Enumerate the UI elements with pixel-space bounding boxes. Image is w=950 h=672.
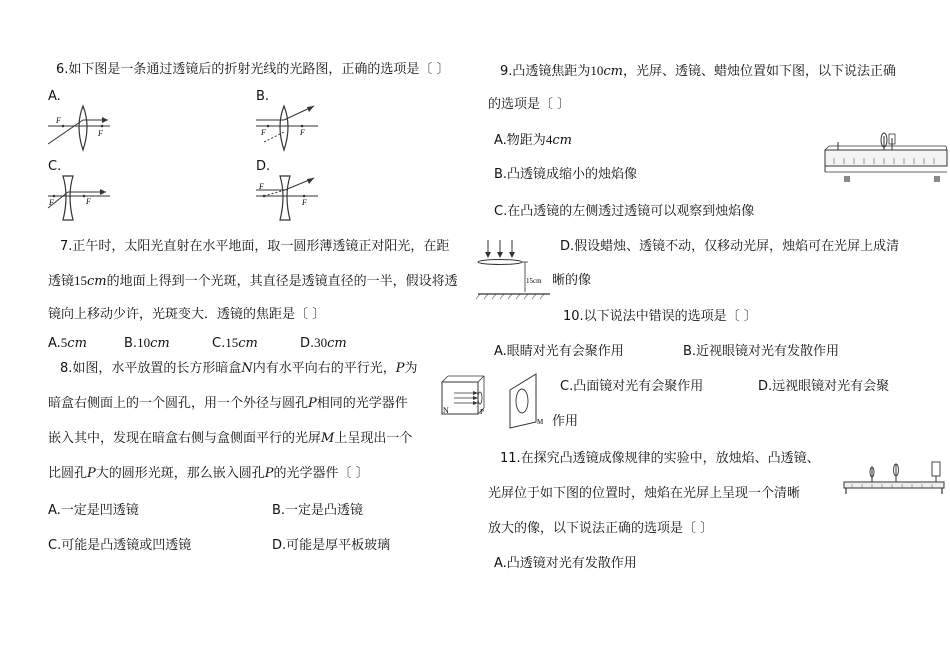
- q9-option-a: [494, 131, 572, 150]
- q7-line-2-unit: cm: [87, 274, 107, 289]
- q11-option-a: A.凸透镜对光有发散作用: [494, 556, 637, 571]
- q10-option-d-line-2: 作用: [552, 414, 579, 429]
- q9-option-a-pre: A.物距为: [494, 133, 546, 148]
- q7-line-2-num: 15: [74, 273, 88, 288]
- q7-line-2-pre: 透镜: [48, 274, 75, 289]
- q7-option-d: [300, 334, 347, 353]
- q7-line-3: 镜向上移动少许，光斑变大．透镜的焦距是〔 〕: [48, 307, 326, 322]
- q6-option-a-label: A.: [48, 89, 61, 104]
- q7-option-a: [48, 334, 87, 353]
- q9-option-d-line-2: 晰的像: [552, 273, 592, 288]
- q9-option-a-num: 4: [545, 132, 553, 147]
- q9-option-a-unit: cm: [552, 133, 572, 148]
- q8-line-2-post: 相同的光学器件: [316, 396, 408, 411]
- q7-option-a-unit: cm: [67, 336, 87, 351]
- q11-optical-bench-figure: [842, 460, 946, 496]
- q9-line-1-pre: 9.凸透镜焦距为: [500, 64, 591, 79]
- q11-line-3: 放大的像，以下说法正确的选项是〔 〕: [488, 521, 714, 536]
- q6-figure-c-focus-label-left: F: [49, 198, 54, 207]
- q6-stem: 6.如下图是一条通过透镜后的折射光线的光路图，正确的选项是〔 〕: [56, 62, 450, 77]
- q6-figure-c-concave-lens: [46, 174, 112, 226]
- q6-figure-a-convex-lens: [46, 104, 112, 156]
- q6-figure-d-concave-lens: [254, 174, 320, 226]
- q8-option-c: C.可能是凸透镜或凹透镜: [48, 538, 192, 553]
- q8-line-3-var-m: M: [321, 431, 335, 446]
- q7-option-c-label: C.: [212, 336, 226, 351]
- q8-line-4-post: 大的圆形光斑，那么嵌入圆孔: [95, 466, 265, 481]
- q10-option-d-line-1: D.远视眼镜对光有会聚: [758, 379, 890, 394]
- q9-option-d-line-1: D.假设蜡烛、透镜不动，仅移动光屏，烛焰可在光屏上成清: [560, 239, 900, 254]
- q8-line-1-mid: 内有水平向右的平行光，: [252, 361, 396, 376]
- q8-line-2-pre: 暗盒右侧面上的一个圆孔，用一个外径与圆孔: [48, 396, 309, 411]
- q7-option-a-value: 5: [60, 335, 68, 350]
- q9-line-2: 的选项是〔 〕: [488, 97, 571, 112]
- q7-line-1: 7.正午时，太阳光直射在水平地面，取一圆形薄透镜正对阳光，在距: [60, 239, 450, 254]
- q8-line-3: [48, 430, 412, 448]
- q8-line-1-var-n: N: [241, 361, 253, 376]
- q8-line-3-post: 上呈现出一个: [334, 431, 413, 446]
- q8-figure-label-m: M: [537, 418, 544, 426]
- q9-line-1-post: ，光屏、透镜、蜡烛位置如下图，以下说法正确: [623, 64, 897, 79]
- q6-option-d-label: D.: [256, 159, 271, 174]
- q8-line-4-var-p: P: [87, 466, 96, 481]
- q9-option-b: B.凸透镜成缩小的烛焰像: [494, 167, 638, 182]
- q8-option-a: A.一定是凹透镜: [48, 503, 139, 518]
- q10-option-a: A.眼睛对光有会聚作用: [494, 344, 624, 359]
- q8-line-1-var-p: P: [395, 361, 405, 376]
- q9-sunlight-distance-label: 15cm: [526, 277, 542, 285]
- q6-figure-b-focus-label-right: F: [300, 128, 305, 137]
- q6-figure-b-convex-lens: [254, 104, 320, 156]
- q9-optical-bench-figure: [820, 128, 948, 188]
- q7-option-c-unit: cm: [238, 336, 258, 351]
- q7-option-c-value: 15: [225, 335, 239, 350]
- q10-option-c: C.凸面镜对光有会聚作用: [560, 379, 704, 394]
- q8-line-1: [60, 360, 418, 378]
- q7-option-a-label: A.: [48, 336, 61, 351]
- q7-option-d-value: 30: [314, 335, 328, 350]
- q7-option-b-unit: cm: [150, 336, 170, 351]
- q8-option-d: D.可能是厚平板玻璃: [272, 538, 391, 553]
- q8-line-1-pre: 8.如图，水平放置的长方形暗盒: [60, 361, 242, 376]
- q9-sunlight-lens-figure: [474, 238, 556, 304]
- q9-line-1-unit: cm: [603, 64, 624, 79]
- q8-line-4: [48, 465, 369, 483]
- q8-option-b: B.一定是凸透镜: [272, 503, 364, 518]
- q9-line-1-num: 10: [590, 63, 604, 78]
- q8-line-3-pre: 嵌入其中，发现在暗盒右侧与盒侧面平行的光屏: [48, 431, 322, 446]
- q7-option-d-unit: cm: [327, 336, 347, 351]
- q6-figure-b-focus-label-left: F: [261, 128, 266, 137]
- q7-option-b: [124, 334, 170, 353]
- q11-line-2: 光屏位于如下图的位置时，烛焰在光屏上呈现一个清晰: [488, 486, 801, 501]
- q6-figure-c-focus-label-right: F: [86, 197, 91, 206]
- q8-figure-label-p: P: [480, 408, 484, 416]
- q11-line-1: 11.在探究凸透镜成像规律的实验中，放烛焰、凸透镜、: [500, 451, 820, 466]
- q7-line-2-post: 的地面上得到一个光斑，其直径是透镜直径的一半，假设将透: [106, 274, 458, 289]
- q9-option-c: C.在凸透镜的左侧透过透镜可以观察到烛焰像: [494, 204, 755, 219]
- q7-option-c: [212, 334, 258, 353]
- q6-option-c-label: C.: [48, 159, 62, 174]
- q8-line-4-pre: 比圆孔: [48, 466, 88, 481]
- q8-figure-label-n: N: [443, 406, 449, 415]
- q6-figure-d-focus-label-left: F: [259, 182, 264, 191]
- q10-stem: 10.以下说法中错误的选项是〔 〕: [563, 309, 757, 324]
- q8-line-2-var-p: P: [308, 396, 317, 411]
- q6-figure-a-focus-label-left: F: [56, 116, 61, 125]
- q10-option-b: B.近视眼镜对光有发散作用: [683, 344, 840, 359]
- q7-option-d-label: D.: [300, 336, 315, 351]
- q8-dark-box-figure: [440, 372, 550, 430]
- q6-option-b-label: B.: [256, 89, 270, 104]
- q8-line-2: [48, 395, 408, 413]
- q7-option-b-value: 10: [137, 335, 151, 350]
- q8-line-4-post2: 的光学器件〔 〕: [273, 466, 369, 481]
- q6-figure-d-focus-label-right: F: [302, 198, 307, 207]
- q9-line-1: [500, 62, 896, 81]
- q8-line-1-post: 为: [404, 361, 418, 376]
- q7-line-2: [48, 272, 458, 291]
- q7-option-b-label: B.: [124, 336, 138, 351]
- q6-figure-a-focus-label-right: F: [98, 129, 103, 138]
- q8-line-4-var-p2: P: [264, 466, 274, 481]
